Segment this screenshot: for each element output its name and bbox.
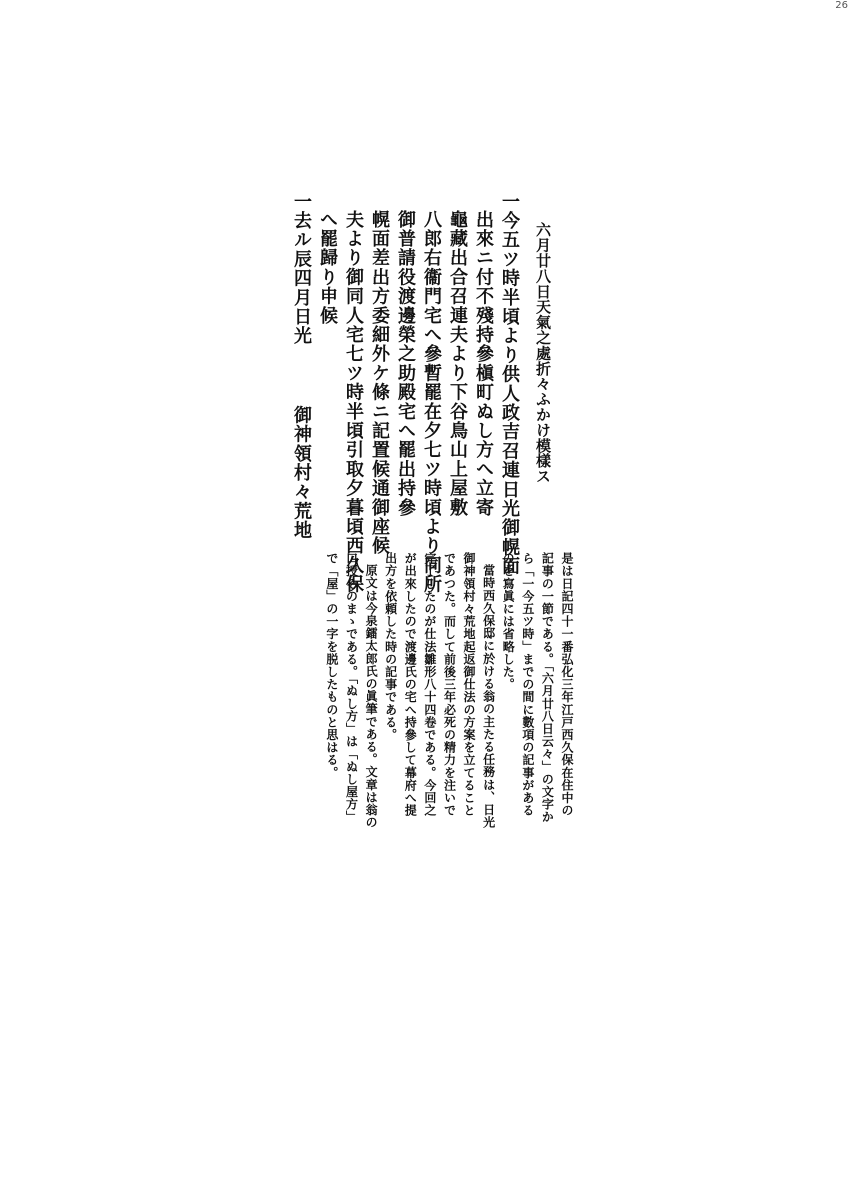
commentary-line: 記事の一節である。「六月廿八日云々」の文字か: [540, 552, 555, 824]
commentary-line: 當時西久保邸に於ける翁の主たる任務は、日光: [481, 564, 496, 829]
commentary-line: であつた。而して前後三年必死の精力を注いで: [442, 552, 457, 817]
diary-line: 夫より御同人宅七ツ時半頃引取夕暮頃西久保: [343, 210, 364, 594]
commentary-line: が出來したので渡邊氏の宅へ持參して幕府へ提: [403, 552, 418, 817]
diary-line: 御普請役渡邊榮之助殿宅へ罷出持參: [395, 210, 416, 518]
diary-line: へ罷歸り申候: [317, 210, 338, 326]
commentary-line: のを寫眞には省略した。: [501, 552, 516, 691]
commentary-line: ら「一今五ツ時」までの間に數項の記事がある: [520, 552, 535, 817]
diary-signoff-left: 一去ル辰四月日光: [291, 192, 312, 346]
diary-line: 幌面差出方委細外ケ條ニ記置候通御座候: [369, 210, 390, 556]
commentary-line: で「屋」の一字を脱したものと思はる。: [324, 552, 339, 779]
commentary-line: 原文は今泉鐳太郎氏の眞筆である。文章は翁の: [364, 564, 379, 829]
diary-line: 八郎右衞門宅へ參暫罷在夕七ツ時頃より同所: [421, 210, 442, 594]
diary-line: 出來ニ付不殘持參槇町ぬし方へ立寄: [473, 210, 494, 518]
commentary-line: 口授そのまゝである。「ぬし方」は「ぬし屋方」: [344, 552, 359, 824]
diary-line: 一今五ツ時半頃より供人政吉召連日光御幌面: [499, 192, 520, 576]
diary-line: 龜藏出合召連夫より下谷鳥山上屋敷: [447, 210, 468, 518]
diary-signoff: [284, 192, 314, 540]
diary-heading: 六月廿八日天氣之處折々ふかけ模樣ス: [534, 222, 552, 484]
commentary-line: 是は日記四十一番弘化三年江戸西久保在住中の: [560, 552, 574, 817]
commentary-line: 完了したのが仕法雛形八十四卷である。今回之: [422, 552, 437, 817]
diary-excerpt: [256, 192, 556, 594]
page-number: 26: [835, 0, 848, 11]
commentary: [268, 552, 576, 832]
commentary-line: 出方を依頼した時の記事である。: [383, 552, 398, 741]
commentary-line: 御神領村々荒地起返御仕法の方案を立てること: [462, 552, 477, 817]
diary-signoff-right: 御神領村々荒地: [291, 405, 312, 541]
